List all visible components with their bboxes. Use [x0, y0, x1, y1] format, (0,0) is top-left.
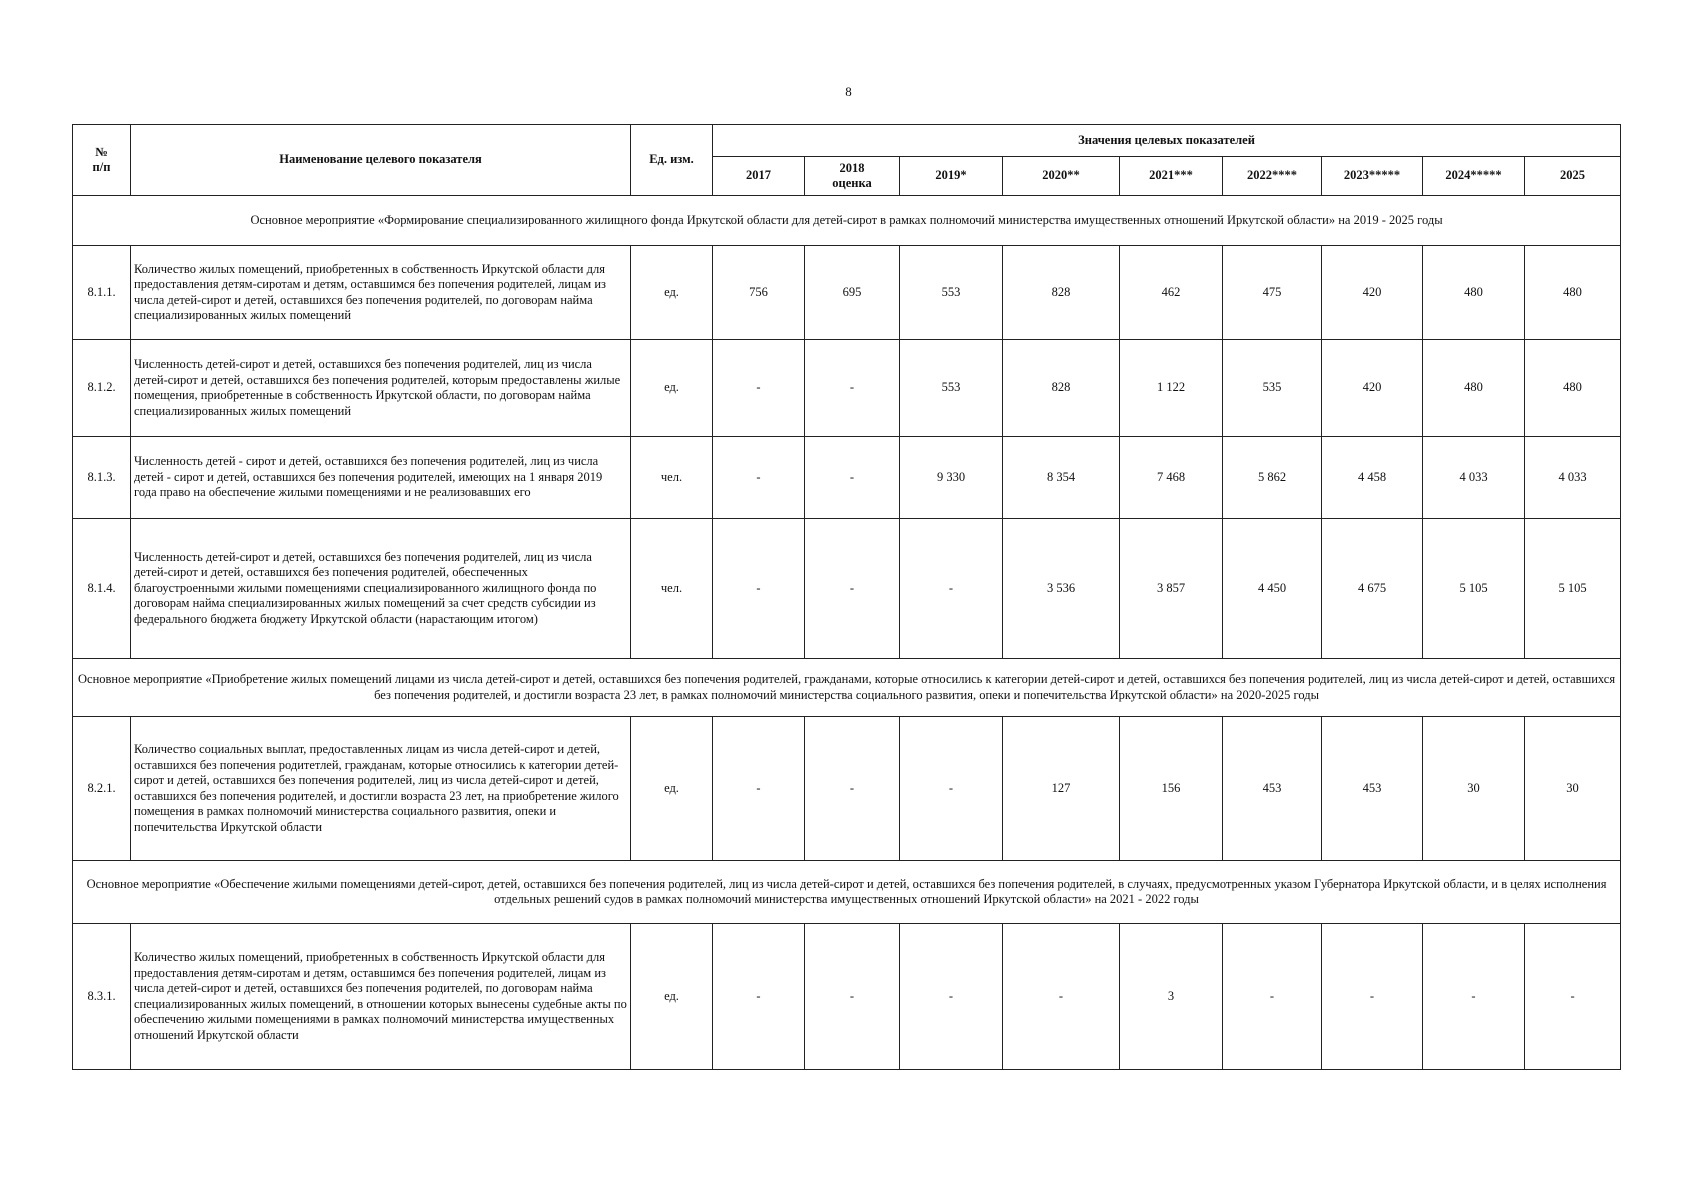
- indicator-value: -: [713, 437, 805, 519]
- header-year: 2021***: [1120, 157, 1223, 196]
- row-number: 8.2.1.: [73, 717, 131, 861]
- row-number: 8.1.2.: [73, 340, 131, 437]
- indicator-value: -: [805, 717, 900, 861]
- section-title: Основное мероприятие «Формирование специализированного жилищного фонда Иркутской области для детей-сирот в рамках полномочий министерства имущественных отношений Иркутской области» на 2019 - 2025 годы: [73, 196, 1621, 246]
- header-year: 2018 оценка: [805, 157, 900, 196]
- indicator-name: Численность детей - сирот и детей, оставшихся без попечения родителей, лиц из числа детей - сирот и детей, оставшихся без попечения родителей, имеющих на 1 января 2019 года право на обеспечение жилыми помещениями и не реализовавших его: [131, 437, 631, 519]
- indicator-value: -: [713, 519, 805, 659]
- indicator-unit: ед.: [631, 924, 713, 1070]
- table-row: [73, 246, 1621, 340]
- table-row: [73, 924, 1621, 1070]
- table-row: [73, 519, 1621, 659]
- indicator-value: -: [1525, 924, 1621, 1070]
- table-row: [73, 437, 1621, 519]
- indicator-value: 9 330: [900, 437, 1003, 519]
- indicator-value: -: [805, 437, 900, 519]
- indicator-value: 480: [1525, 246, 1621, 340]
- indicator-value: 5 105: [1423, 519, 1525, 659]
- indicator-value: 756: [713, 246, 805, 340]
- indicator-value: 695: [805, 246, 900, 340]
- indicator-value: 4 675: [1322, 519, 1423, 659]
- indicator-value: -: [805, 519, 900, 659]
- indicator-value: 828: [1003, 246, 1120, 340]
- indicator-value: -: [805, 340, 900, 437]
- section-title: Основное мероприятие «Обеспечение жилыми помещениями детей-сирот, детей, оставшихся без попечения родителей, лиц из числа детей-сирот и детей, оставшихся без попечения родителей, в случаях, предусмотренных указом Губернатора Иркутской области, и в целях исполнения отдельных решений судов в рамках полномочий министерства имущественных отношений Иркутской области» на 2021 - 2022 годы: [73, 861, 1621, 924]
- indicator-value: -: [713, 924, 805, 1070]
- section-row: [73, 196, 1621, 246]
- indicator-value: -: [805, 924, 900, 1070]
- indicator-value: -: [1223, 924, 1322, 1070]
- indicator-name: Численность детей-сирот и детей, оставшихся без попечения родителей, лиц из числа детей-сирот и детей, оставшихся без попечения родителей, обеспеченных благоустроенными жилыми помещениями специализированного жилищного фонда по договорам найма специализированных жилых помещений за счет средств субсидии из федерального бюджета бюджету Иркутской области (нарастающим итогом): [131, 519, 631, 659]
- indicator-value: -: [713, 717, 805, 861]
- indicator-value: 3: [1120, 924, 1223, 1070]
- header-year: 2025: [1525, 157, 1621, 196]
- indicator-name: Численность детей-сирот и детей, оставшихся без попечения родителей, лиц из числа детей-сирот и детей, оставшихся без попечения родителей, которым предоставлены жилые помещения, приобретенные в собственность Иркутской области, по договорам найма специализированных жилых помещений: [131, 340, 631, 437]
- header-year: 2023*****: [1322, 157, 1423, 196]
- indicator-value: 553: [900, 340, 1003, 437]
- page-number: 8: [845, 84, 852, 99]
- table-row: [73, 717, 1621, 861]
- indicator-unit: ед.: [631, 246, 713, 340]
- indicator-name: Количество жилых помещений, приобретенных в собственность Иркутской области для предоставления детям-сиротам и детям, оставшимся без попечения родителей, лицам из числа детей-сирот и детей, оставшихся без попечения родителей, по договорам найма специализированных жилых помещений, в отношении которых вынесены судебные акты по обеспечению жилыми помещениями в рамках полномочий министерства имущественных отношений Иркутской области: [131, 924, 631, 1070]
- indicator-value: 5 105: [1525, 519, 1621, 659]
- indicator-value: 1 122: [1120, 340, 1223, 437]
- indicator-unit: чел.: [631, 437, 713, 519]
- target-indicators-table: [72, 124, 1621, 1070]
- indicator-value: 7 468: [1120, 437, 1223, 519]
- indicator-value: 480: [1423, 246, 1525, 340]
- indicator-value: 3 536: [1003, 519, 1120, 659]
- indicator-value: 4 033: [1423, 437, 1525, 519]
- indicator-unit: чел.: [631, 519, 713, 659]
- indicator-value: 535: [1223, 340, 1322, 437]
- section-title: Основное мероприятие «Приобретение жилых помещений лицами из числа детей-сирот и детей, оставшихся без попечения родителей, гражданами, которые относились к категории детей-сирот и детей, оставшихся без попечения родителей, лиц из числа детей-сирот и детей, оставшихся без попечения родителей, и достигли возраста 23 лет, в рамках полномочий министерства социального развития, опеки и попечительства Иркутской области» на 2020-2025 годы: [73, 659, 1621, 717]
- section-row: [73, 659, 1621, 717]
- indicator-value: -: [1003, 924, 1120, 1070]
- indicator-value: -: [900, 519, 1003, 659]
- indicator-value: 480: [1423, 340, 1525, 437]
- indicator-value: 3 857: [1120, 519, 1223, 659]
- indicator-value: 462: [1120, 246, 1223, 340]
- indicator-value: -: [713, 340, 805, 437]
- header-year: 2024*****: [1423, 157, 1525, 196]
- indicator-value: 420: [1322, 340, 1423, 437]
- header-name: Наименование целевого показателя: [131, 125, 631, 196]
- section-row: [73, 861, 1621, 924]
- indicator-value: 8 354: [1003, 437, 1120, 519]
- indicator-value: -: [900, 924, 1003, 1070]
- indicator-value: 553: [900, 246, 1003, 340]
- indicator-value: 127: [1003, 717, 1120, 861]
- indicator-value: -: [1322, 924, 1423, 1070]
- indicator-value: 453: [1322, 717, 1423, 861]
- indicator-value: 453: [1223, 717, 1322, 861]
- indicator-name: Количество социальных выплат, предоставленных лицам из числа детей-сирот и детей, оставшихся без попечения родитетлей, гражданам, которые относились к категории детей-сирот и детей, оставшихся без попечения родителей, лиц из числа детей-сирот и детей, оставшихся без попечения родителей, и достигли возраста 23 лет, на приобретение жилого помещения в рамках полномочий министерства социального развития, опеки и попечительства Иркутской области: [131, 717, 631, 861]
- row-number: 8.1.4.: [73, 519, 131, 659]
- indicator-value: 4 450: [1223, 519, 1322, 659]
- row-number: 8.3.1.: [73, 924, 131, 1070]
- header-year: 2022****: [1223, 157, 1322, 196]
- indicator-value: -: [1423, 924, 1525, 1070]
- header-values-group: Значения целевых показателей: [713, 125, 1621, 157]
- header-num: № п/п: [73, 125, 131, 196]
- indicator-value: 480: [1525, 340, 1621, 437]
- indicator-value: 156: [1120, 717, 1223, 861]
- header-year: 2020**: [1003, 157, 1120, 196]
- indicator-value: 30: [1423, 717, 1525, 861]
- indicator-value: 4 458: [1322, 437, 1423, 519]
- indicator-value: 475: [1223, 246, 1322, 340]
- indicator-name: Количество жилых помещений, приобретенных в собственность Иркутской области для предоставления детям-сиротам и детям, оставшимся без попечения родителей, лицам из числа детей-сирот и детей, оставшихся без попечения родителей, по договорам найма специализированных жилых помещений: [131, 246, 631, 340]
- indicator-value: 30: [1525, 717, 1621, 861]
- indicator-unit: ед.: [631, 717, 713, 861]
- header-unit: Ед. изм.: [631, 125, 713, 196]
- indicator-value: 4 033: [1525, 437, 1621, 519]
- indicator-value: 828: [1003, 340, 1120, 437]
- indicator-value: 420: [1322, 246, 1423, 340]
- indicator-unit: ед.: [631, 340, 713, 437]
- header-year: 2017: [713, 157, 805, 196]
- row-number: 8.1.3.: [73, 437, 131, 519]
- indicator-value: -: [900, 717, 1003, 861]
- table-row: [73, 340, 1621, 437]
- row-number: 8.1.1.: [73, 246, 131, 340]
- header-year: 2019*: [900, 157, 1003, 196]
- indicator-value: 5 862: [1223, 437, 1322, 519]
